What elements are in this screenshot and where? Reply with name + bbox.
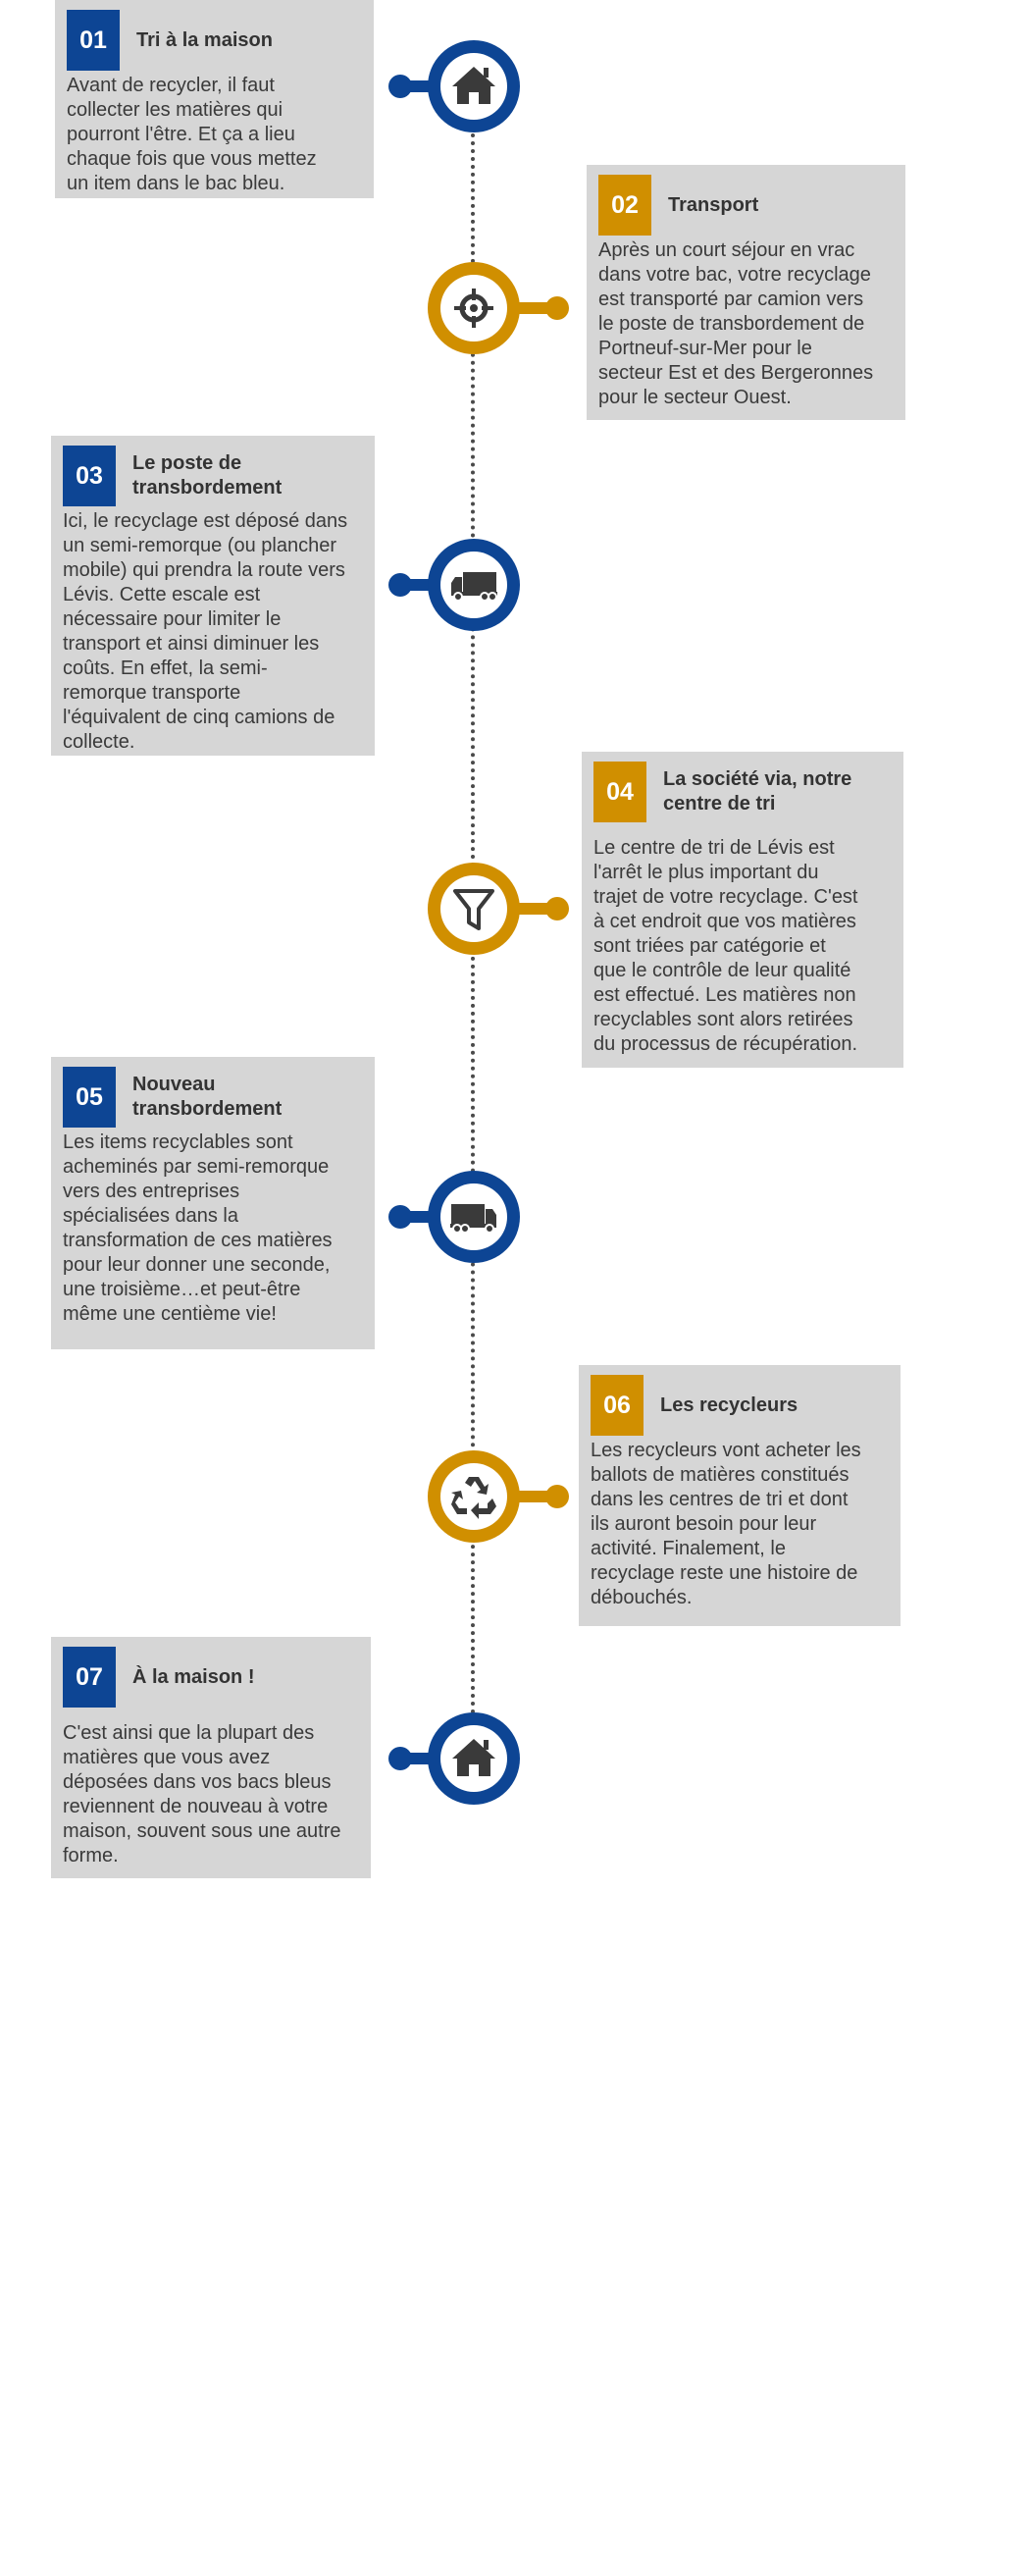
step-header (67, 10, 362, 71)
step-header (63, 446, 363, 506)
step-card-07 (51, 1637, 371, 1878)
step-description: C'est ainsi que la plupart des matières que vous avez déposées dans vos bacs bleus reviennent de nouveau à votre maison, souvent sous une autre forme. (63, 1722, 341, 1866)
step-title: Le poste de transbordement (132, 452, 283, 499)
step-header (593, 762, 892, 822)
step-card-02 (587, 165, 905, 420)
step-number-badge: 07 (63, 1647, 116, 1708)
timeline-node-01 (383, 37, 530, 135)
step-card-05 (51, 1057, 375, 1349)
step-title: La société via, notre centre de tri (663, 768, 852, 815)
step-description: Les items recyclables sont acheminés par semi-remorque vers des entreprises spécialisées dans la transformation de ces matières pour leur donner une seconde, une troisième…et peut-être même une centième vie! (63, 1131, 333, 1325)
timeline-node-06 (428, 1447, 575, 1546)
step-description: Avant de recycler, il faut collecter les matières qui pourront l'être. Et ça a lieu chaque fois que vous mettez un item dans le bac bleu. (67, 75, 317, 194)
step-title: À la maison ! (132, 1665, 255, 1688)
step-header (63, 1647, 359, 1708)
step-description: Après un court séjour en vrac dans votre bac, votre recyclage est transporté par camion vers le poste de transbordement de Portneuf-sur-Mer pour le secteur Est et des Bergeronnes pour le secteur Ouest. (598, 239, 874, 408)
timeline-node-02 (428, 259, 575, 357)
step-number-badge: 03 (63, 446, 116, 506)
step-description: Ici, le recyclage est déposé dans un semi-remorque (ou plancher mobile) qui prendra la route vers Lévis. Cette escale est nécessaire pour limiter le transport et ainsi diminuer les coûts. En effet, la semi- remorque transporte l'équivalent de cinq camions de collecte. (63, 510, 348, 753)
step-header (63, 1067, 363, 1128)
step-header (598, 175, 894, 236)
timeline-node-05 (383, 1168, 530, 1266)
timeline-node-03 (383, 536, 530, 634)
step-title: Transport (668, 193, 759, 216)
step-number-badge: 06 (591, 1375, 644, 1436)
step-card-06 (579, 1365, 901, 1626)
step-description: Les recycleurs vont acheter les ballots de matières constitués dans les centres de tri et dont ils auront besoin pour leur activité. Finalement, le recyclage reste une histoire de débouchés. (591, 1440, 861, 1608)
step-number-badge: 05 (63, 1067, 116, 1128)
step-description: Le centre de tri de Lévis est l'arrêt le plus important du trajet de votre recyclage. C'est à cet endroit que vos matières sont triées par catégorie et que le contrôle de leur qualité est effectué. Les matières non recyclables sont alors retirées du processus de récupération. (593, 837, 858, 1055)
step-number-badge: 02 (598, 175, 651, 236)
timeline-node-07 (383, 1709, 530, 1808)
step-card-01 (55, 0, 374, 198)
step-card-04 (582, 752, 903, 1068)
step-number-badge: 01 (67, 10, 120, 71)
step-number-badge: 04 (593, 762, 646, 822)
step-title: Les recycleurs (660, 1393, 798, 1416)
step-header (591, 1375, 889, 1436)
timeline-node-04 (428, 860, 575, 958)
step-title: Tri à la maison (136, 28, 273, 51)
step-card-03 (51, 436, 375, 756)
step-title: Nouveau transbordement (132, 1074, 283, 1120)
